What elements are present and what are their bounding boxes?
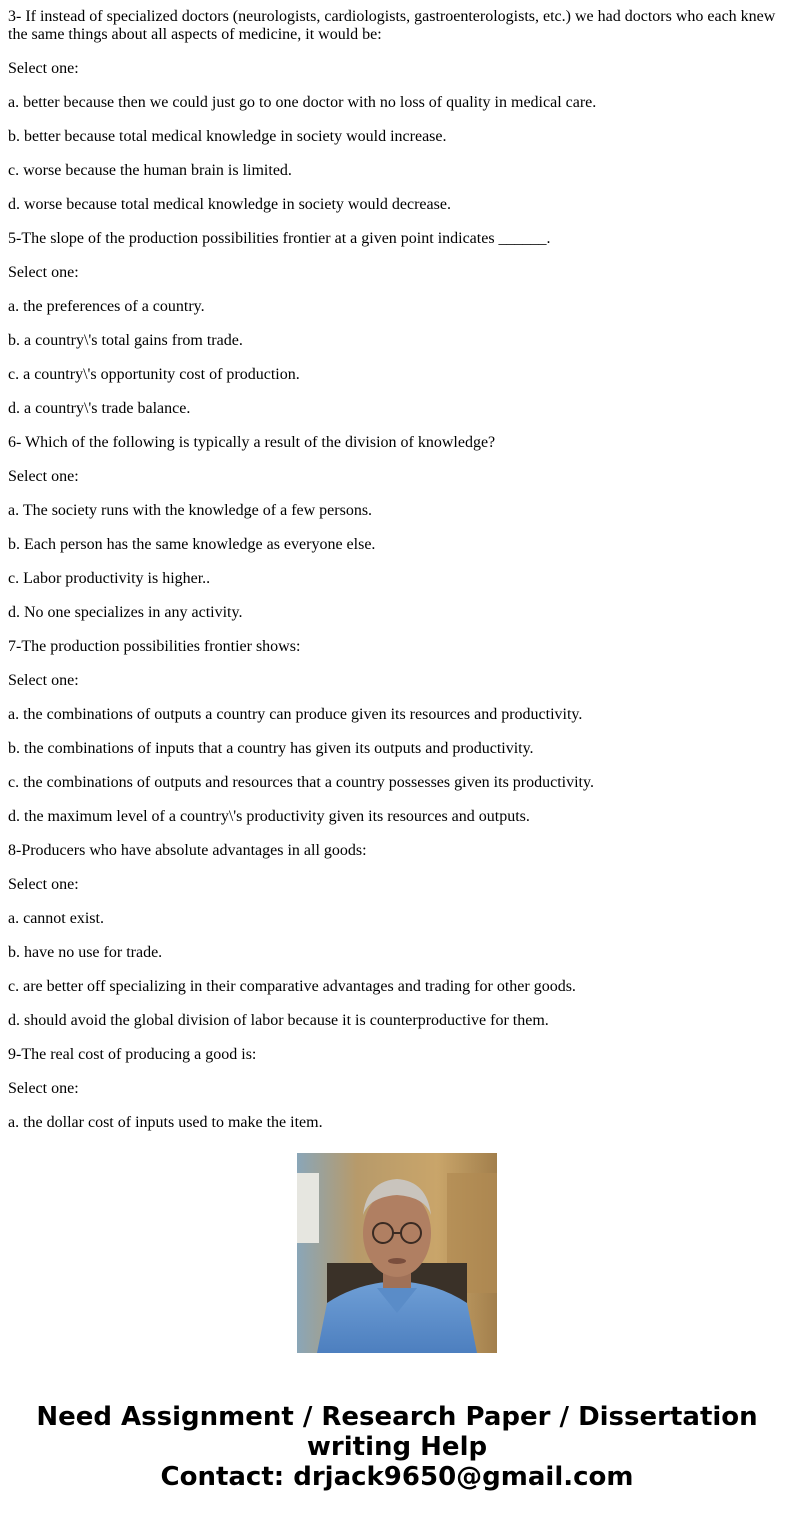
question-list: [8, 8, 786, 1131]
answer-option: d. the maximum level of a country\'s productivity given its resources and outputs.: [8, 808, 530, 825]
answer-option: a. The society runs with the knowledge of a few persons.: [8, 502, 373, 519]
answer-option: b. a country\'s total gains from trade.: [8, 332, 243, 349]
select-one-label: Select one:: [8, 876, 79, 893]
select-one-label: Select one:: [8, 672, 79, 689]
question-prompt: 6- Which of the following is typically a result of the division of knowledge?: [8, 434, 496, 451]
question-prompt: 8-Producers who have absolute advantages in all goods:: [8, 842, 367, 859]
answer-option: c. are better off specializing in their comparative advantages and trading for other goods.: [8, 978, 576, 995]
answer-option: a. the dollar cost of inputs used to make the item.: [8, 1114, 323, 1131]
answer-option: d. No one specializes in any activity.: [8, 604, 243, 621]
banner-line-1: Need Assignment / Research Paper / Dissertation: [36, 1402, 758, 1432]
answer-option: a. better because then we could just go to one doctor with no loss of quality in medical care.: [8, 94, 597, 111]
question-prompt: 3- If instead of specialized doctors (neurologists, cardiologists, gastroenterologists, etc.) we had doctors who each knew the same things about all aspects of medicine, it would be:: [8, 8, 776, 43]
answer-option: a. cannot exist.: [8, 910, 104, 927]
question-prompt: 9-The real cost of producing a good is:: [8, 1046, 257, 1063]
answer-option: c. the combinations of outputs and resources that a country possesses given its productivity.: [8, 774, 594, 791]
author-portrait-image: [297, 1153, 497, 1353]
answer-option: d. should avoid the global division of labor because it is counterproductive for them.: [8, 1012, 549, 1029]
answer-option: b. have no use for trade.: [8, 944, 163, 961]
contact-banner: [0, 1402, 794, 1492]
banner-line-2: writing Help: [306, 1432, 488, 1462]
answer-option: c. Labor productivity is higher..: [8, 570, 211, 587]
select-one-label: Select one:: [8, 1080, 79, 1097]
answer-option: b. better because total medical knowledge in society would increase.: [8, 128, 447, 145]
answer-option: b. Each person has the same knowledge as everyone else.: [8, 536, 376, 553]
question-prompt: 5-The slope of the production possibilities frontier at a given point indicates ______.: [8, 230, 551, 247]
author-photo: [297, 1153, 497, 1353]
contact-email: Contact: drjack9650@gmail.com: [160, 1462, 634, 1492]
answer-option: c. worse because the human brain is limited.: [8, 162, 292, 179]
select-one-label: Select one:: [8, 264, 79, 281]
select-one-label: Select one:: [8, 468, 79, 485]
answer-option: d. a country\'s trade balance.: [8, 400, 191, 417]
select-one-label: Select one:: [8, 60, 79, 77]
answer-option: a. the combinations of outputs a country can produce given its resources and productivity.: [8, 706, 583, 723]
answer-option: b. the combinations of inputs that a country has given its outputs and productivity.: [8, 740, 534, 757]
question-prompt: 7-The production possibilities frontier shows:: [8, 638, 301, 655]
answer-option: c. a country\'s opportunity cost of production.: [8, 366, 300, 383]
answer-option: a. the preferences of a country.: [8, 298, 205, 315]
answer-option: d. worse because total medical knowledge in society would decrease.: [8, 196, 451, 213]
